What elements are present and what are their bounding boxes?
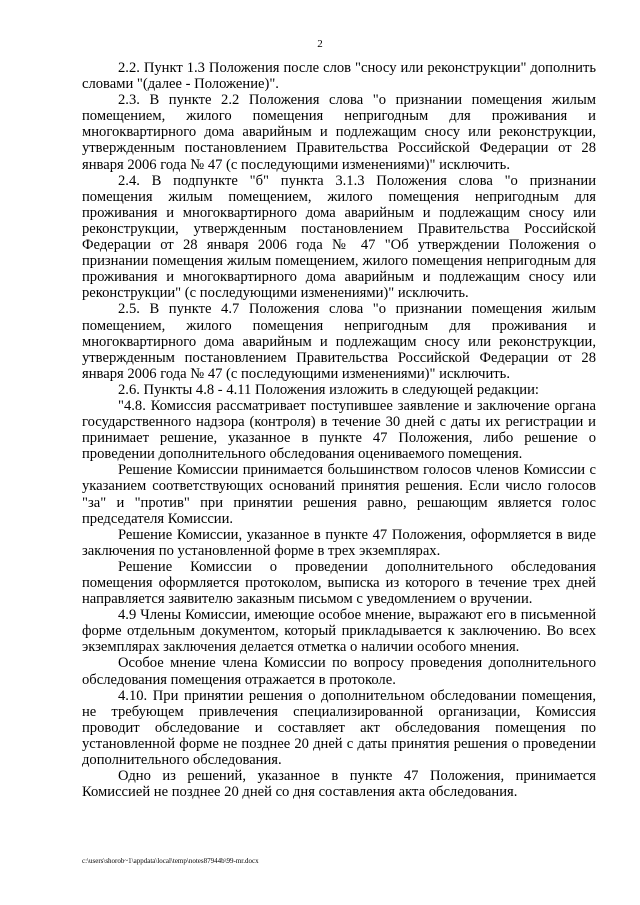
paragraph-2-6: 2.6. Пункты 4.8 - 4.11 Положения изложить в следующей редакции: <box>118 381 539 398</box>
document-body <box>82 60 596 800</box>
paragraph-2-3: 2.3. В пункте 2.2 Положения слова "о признании помещения жилым помещением, жилого помещения непригодным для проживания и многоквартирного дома аварийным и подлежащим сносу или реконструкции, утвержденным постановлением Правительства Российской Федерации от 28 января 2006 года № 47 (с последующими изменениями)" исключить. <box>82 92 596 173</box>
paragraph-4-8-majority: Решение Комиссии принимается большинством голосов членов Комиссии с указанием соответствующих оснований принятия решения. Если число голосов "за" и "против" при принятии решения равно, решающим является голос председателя Комиссии. <box>82 462 596 527</box>
paragraph-4-8: "4.8. Комиссия рассматривает поступившее заявление и заключение органа государственного надзора (контроля) в течение 30 дней с даты их регистрации и принимает решение, указанное в пункте 47 Положения, либо решение о проведении дополнительного обследования оцениваемого помещения. <box>82 397 596 463</box>
paragraph-4-8-protocol: Решение Комиссии о проведении дополнительного обследования помещения оформляется протоколом, выписка из которого в течение трех дней направляется заявителю заказным письмом с уведомлением о вручении. <box>82 558 596 608</box>
paragraph-4-10: 4.10. При принятии решения о дополнительном обследовании помещения, не требующем привлечения специализированной организации, Комиссия проводит обследование и составляет акт обследования помещения по установленной форме не позднее 20 дней с даты принятия решения о проведении дополнительного обследования. <box>82 687 596 769</box>
paragraph-2-4: 2.4. В подпункте "б" пункта 3.1.3 Положения слова "о признании помещения жилым помещением, жилого помещения непригодным для проживания и многоквартирного дома аварийным и подлежащим сносу или реконструкции, утвержденным постановлением Правительства Российской Федерации от 28 января 2006 года № 47 "Об утверждении Положения о признании помещения жилым помещением, жилого помещения непригодным для проживания и многоквартирного дома аварийным и подлежащим сносу или реконструкции" (с последующими изменениями)" исключить. <box>82 172 596 302</box>
paragraph-4-9-special-opinion: Особое мнение члена Комиссии по вопросу проведения дополнительного обследования помещения отражается в протоколе. <box>82 655 596 688</box>
page-number: 2 <box>317 38 323 50</box>
paragraph-2-2: 2.2. Пункт 1.3 Положения после слов "сносу или реконструкции" дополнить словами "(далее - Положение)". <box>82 60 596 93</box>
paragraph-4-9: 4.9 Члены Комиссии, имеющие особое мнение, выражают его в письменной форме отдельным документом, который прикладывается к заключению. Во всех экземплярах заключения делается отметка о наличии особого мнения. <box>82 607 596 656</box>
paragraph-2-5: 2.5. В пункте 4.7 Положения слова "о признании помещения жилым помещением, жилого помещения непригодным для проживания и многоквартирного дома аварийным и подлежащим сносу или реконструкции, утвержденным постановлением Правительства Российской Федерации от 28 января 2006 года № 47 (с последующими изменениями)" исключить. <box>82 301 596 382</box>
paragraph-4-10-decision: Одно из решений, указанное в пункте 47 Положения, принимается Комиссией не позднее 20 дней со дня составления акта обследования. <box>82 768 596 801</box>
paragraph-4-8-conclusion: Решение Комиссии, указанное в пункте 47 Положения, оформляется в виде заключения по установленной форме в трех экземплярах. <box>82 526 596 559</box>
footer-file-path: c:\users\shorob~1\appdata\local\temp\notes87944b\99-mr.docx <box>82 857 259 865</box>
